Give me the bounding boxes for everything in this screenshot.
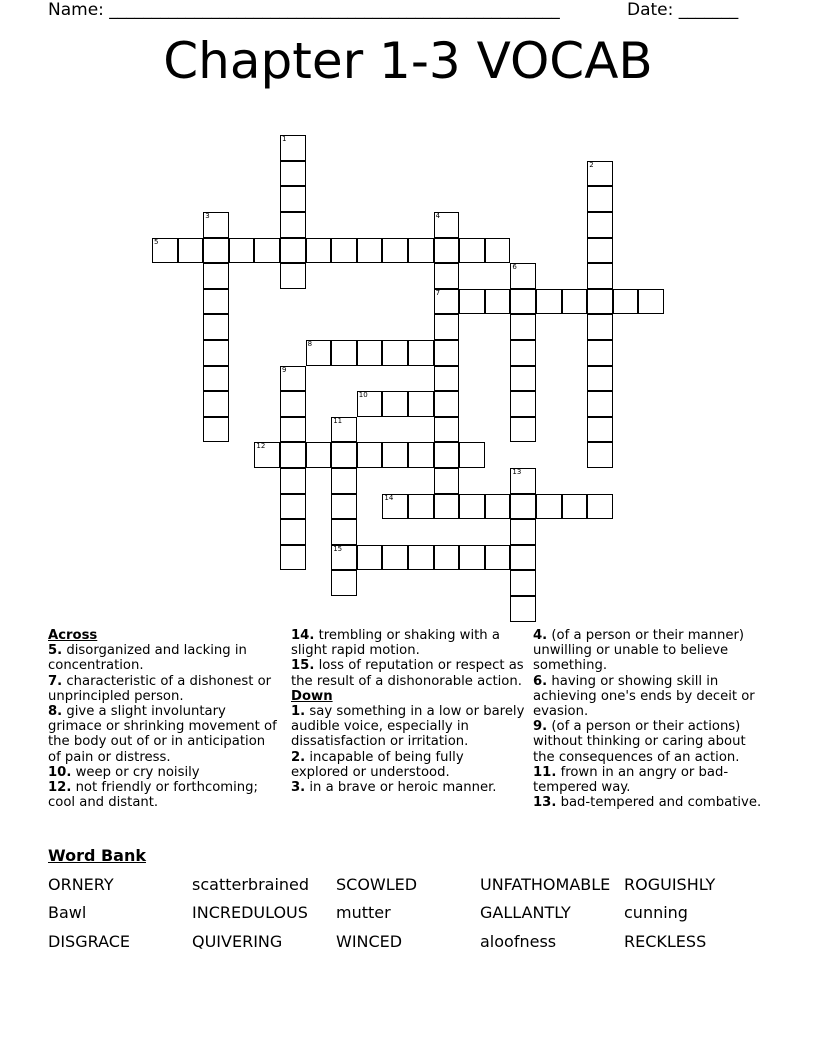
crossword-cell[interactable] xyxy=(203,289,229,315)
crossword-cell[interactable] xyxy=(434,263,460,289)
crossword-cell[interactable] xyxy=(280,186,306,212)
crossword-cell[interactable] xyxy=(562,289,588,315)
clue-down-11: 11. frown in an angry or bad-tempered way. xyxy=(533,764,729,796)
crossword-cell[interactable] xyxy=(203,340,229,366)
crossword-cell[interactable] xyxy=(306,238,332,264)
crossword-cell[interactable] xyxy=(587,186,613,212)
crossword-cell[interactable] xyxy=(587,417,613,443)
crossword-cell[interactable] xyxy=(331,340,357,366)
clue-down-13: 13. bad-tempered and combative. xyxy=(533,795,762,811)
clue-number: 13 xyxy=(512,468,522,476)
crossword-cell[interactable] xyxy=(562,494,588,520)
name-field[interactable]: Name: _____________________________________________________ xyxy=(48,0,560,20)
crossword-cell[interactable] xyxy=(434,391,460,417)
crossword-cell[interactable] xyxy=(280,468,306,494)
crossword-cell[interactable] xyxy=(459,238,485,264)
crossword-cell[interactable] xyxy=(459,289,485,315)
crossword-cell[interactable] xyxy=(587,289,613,315)
crossword-cell[interactable] xyxy=(510,314,536,340)
clue-number: 1 xyxy=(282,135,287,144)
clue-number: 15 xyxy=(333,544,343,553)
crossword-cell[interactable] xyxy=(510,570,536,596)
crossword-cell[interactable] xyxy=(331,442,357,468)
crossword-cell[interactable] xyxy=(510,263,536,289)
word-bank-word: ROGUISHLY xyxy=(624,875,716,894)
crossword-cell[interactable] xyxy=(510,340,536,366)
word-bank-word: DISGRACE xyxy=(48,932,131,951)
crossword-cell[interactable] xyxy=(408,494,434,520)
crossword-cell[interactable] xyxy=(510,391,536,417)
crossword-cell[interactable] xyxy=(280,391,306,417)
crossword-cell[interactable] xyxy=(485,289,511,315)
crossword-cell[interactable] xyxy=(331,545,357,571)
clue-across-10: 10. weep or cry noisily xyxy=(48,764,200,780)
crossword-cell[interactable] xyxy=(382,494,408,520)
crossword-cell[interactable] xyxy=(357,391,383,417)
word-bank-word: aloofness xyxy=(480,932,557,951)
crossword-cell[interactable] xyxy=(587,366,613,392)
word-bank-word: GALLANTLY xyxy=(480,903,571,922)
clue-number: 10 xyxy=(358,391,368,400)
clue-across-15: 15. loss of reputation or respect as the result of a dishonorable action. xyxy=(291,658,524,689)
word-bank-title: Word Bank xyxy=(48,846,147,865)
page-title: Chapter 1-3 VOCAB xyxy=(163,32,653,90)
clue-number: 5 xyxy=(154,237,159,246)
crossword-cell[interactable] xyxy=(434,289,460,315)
crossword-cell[interactable] xyxy=(280,212,306,238)
word-bank-word: ORNERY xyxy=(48,875,114,894)
crossword-cell[interactable] xyxy=(203,238,229,264)
clue-across-7: 7. characteristic of a dishonest or unprincipled person. xyxy=(48,673,272,704)
crossword-cell[interactable] xyxy=(382,391,408,417)
word-bank-word: WINCED xyxy=(336,932,403,951)
clue-across-14: 14. trembling or shaking with a slight rapid motion. xyxy=(291,628,500,659)
clue-number: 12 xyxy=(256,442,266,451)
clue-across-5: 5. disorganized and lacking in concentration. xyxy=(48,643,247,674)
crossword-cell[interactable] xyxy=(434,468,460,494)
crossword-cell[interactable] xyxy=(306,442,332,468)
down-heading: Down xyxy=(291,688,333,704)
crossword-cell[interactable] xyxy=(382,238,408,264)
crossword-cell[interactable] xyxy=(331,468,357,494)
crossword-cell[interactable] xyxy=(587,391,613,417)
clue-number: 3 xyxy=(205,212,210,220)
crossword-cell[interactable] xyxy=(459,545,485,571)
crossword-cell[interactable] xyxy=(408,340,434,366)
crossword-cell[interactable] xyxy=(203,212,229,238)
word-bank-word: INCREDULOUS xyxy=(192,903,308,922)
crossword-cell[interactable] xyxy=(203,366,229,392)
crossword-cell[interactable] xyxy=(510,519,536,545)
crossword-cell[interactable] xyxy=(459,494,485,520)
crossword-cell[interactable] xyxy=(434,442,460,468)
crossword-cell[interactable] xyxy=(280,366,306,392)
crossword-cell[interactable] xyxy=(434,238,460,264)
crossword-cell[interactable] xyxy=(357,545,383,571)
crossword-cell[interactable] xyxy=(203,263,229,289)
word-bank-word: cunning xyxy=(624,903,688,922)
crossword-cell[interactable] xyxy=(587,340,613,366)
clue-down-2: 2. incapable of being fully explored or understood. xyxy=(291,749,464,780)
crossword-cell[interactable] xyxy=(485,238,511,264)
date-field[interactable]: Date: _______ xyxy=(627,0,739,20)
clues-column-1 xyxy=(48,628,282,810)
crossword-cell[interactable] xyxy=(510,289,536,315)
crossword-cell[interactable] xyxy=(357,238,383,264)
clue-number: 4 xyxy=(435,212,441,220)
crossword-cell[interactable] xyxy=(587,161,613,187)
crossword-cell[interactable] xyxy=(203,391,229,417)
crossword-cell[interactable] xyxy=(280,417,306,443)
crossword-cell[interactable] xyxy=(485,494,511,520)
crossword-cell[interactable] xyxy=(382,545,408,571)
crossword-cell[interactable] xyxy=(485,545,511,571)
word-bank-word: RECKLESS xyxy=(624,932,707,951)
clue-number: 11 xyxy=(333,416,343,425)
clue-number: 8 xyxy=(307,340,313,348)
clue-down-1: 1. say something in a low or barely audible voice, especially in dissatisfaction or irritation. xyxy=(291,704,525,750)
crossword-cell[interactable] xyxy=(434,417,460,443)
word-bank-word: scatterbrained xyxy=(192,875,310,894)
crossword-cell[interactable] xyxy=(510,596,536,622)
across-heading: Across xyxy=(48,628,98,643)
crossword-cell[interactable] xyxy=(510,468,536,494)
crossword-cell[interactable] xyxy=(382,442,408,468)
crossword-cell[interactable] xyxy=(331,238,357,264)
crossword-cell[interactable] xyxy=(254,442,280,468)
word-bank-word: QUIVERING xyxy=(192,932,283,951)
crossword-cell[interactable] xyxy=(587,238,613,264)
clue-down-4: 4. (of a person or their manner) unwilling or unable to believe something. xyxy=(533,628,745,674)
crossword-cell[interactable] xyxy=(536,289,562,315)
clue-number: 14 xyxy=(384,493,394,502)
crossword-cell[interactable] xyxy=(408,238,434,264)
crossword-cell[interactable] xyxy=(382,340,408,366)
crossword-cell[interactable] xyxy=(203,314,229,340)
crossword-cell[interactable] xyxy=(203,417,229,443)
crossword-cell[interactable] xyxy=(434,340,460,366)
crossword-cell[interactable] xyxy=(280,135,306,161)
crossword-cell[interactable] xyxy=(587,314,613,340)
crossword-cell[interactable] xyxy=(152,238,178,264)
crossword-cell[interactable] xyxy=(178,238,204,264)
clue-across-8: 8. give a slight involuntary grimace or shrinking movement of the body out of or in anticipation of pain or distress. xyxy=(48,704,277,765)
crossword-cell[interactable] xyxy=(408,442,434,468)
crossword-cell[interactable] xyxy=(331,570,357,596)
crossword-cell[interactable] xyxy=(280,545,306,571)
crossword-cell[interactable] xyxy=(280,263,306,289)
crossword-cell[interactable] xyxy=(510,366,536,392)
crossword-cell[interactable] xyxy=(587,442,613,468)
word-bank-word: SCOWLED xyxy=(336,875,418,894)
crossword-cell[interactable] xyxy=(280,442,306,468)
crossword-cell[interactable] xyxy=(280,161,306,187)
clue-number: 2 xyxy=(589,160,594,169)
clue-down-9: 9. (of a person or their actions) without thinking or caring about the consequences of an action. xyxy=(533,719,746,765)
crossword-cell[interactable] xyxy=(434,494,460,520)
crossword-cell[interactable] xyxy=(510,417,536,443)
crossword-cell[interactable] xyxy=(280,494,306,520)
crossword-cell[interactable] xyxy=(510,494,536,520)
clues-column-3 xyxy=(533,628,769,810)
crossword-cell[interactable] xyxy=(434,212,460,238)
crossword-cell[interactable] xyxy=(536,494,562,520)
crossword-cell[interactable] xyxy=(434,366,460,392)
word-bank-word: UNFATHOMABLE xyxy=(480,875,611,894)
crossword-cell[interactable] xyxy=(587,263,613,289)
word-bank-word: Bawl xyxy=(48,903,87,922)
crossword-cell[interactable] xyxy=(229,238,255,264)
crossword-cell[interactable] xyxy=(434,314,460,340)
crossword-cell[interactable] xyxy=(306,340,332,366)
clue-across-12: 12. not friendly or forthcoming; cool and distant. xyxy=(48,780,258,811)
crossword-cell[interactable] xyxy=(587,212,613,238)
clue-number: 6 xyxy=(512,263,517,272)
crossword-cell[interactable] xyxy=(459,442,485,468)
clues-column-2 xyxy=(291,628,525,795)
clue-number: 9 xyxy=(282,365,287,374)
crossword-cell[interactable] xyxy=(254,238,280,264)
crossword-cell[interactable] xyxy=(408,391,434,417)
crossword-cell[interactable] xyxy=(280,519,306,545)
crossword-cell[interactable] xyxy=(331,494,357,520)
crossword-cell[interactable] xyxy=(510,545,536,571)
clue-down-6: 6. having or showing skill in achieving one's ends by deceit or evasion. xyxy=(533,673,755,720)
crossword-cell[interactable] xyxy=(638,289,664,315)
word-bank-word: mutter xyxy=(336,903,391,922)
crossword-cell[interactable] xyxy=(408,545,434,571)
crossword-cell[interactable] xyxy=(357,442,383,468)
crossword-cell[interactable] xyxy=(613,289,639,315)
clue-number: 7 xyxy=(435,288,441,297)
crossword-cell[interactable] xyxy=(331,417,357,443)
crossword-cell[interactable] xyxy=(357,340,383,366)
crossword-cell[interactable] xyxy=(434,545,460,571)
crossword-cell[interactable] xyxy=(280,238,306,264)
crossword-cell[interactable] xyxy=(331,519,357,545)
clue-down-3: 3. in a brave or heroic manner. xyxy=(291,780,497,796)
crossword-cell[interactable] xyxy=(587,494,613,520)
